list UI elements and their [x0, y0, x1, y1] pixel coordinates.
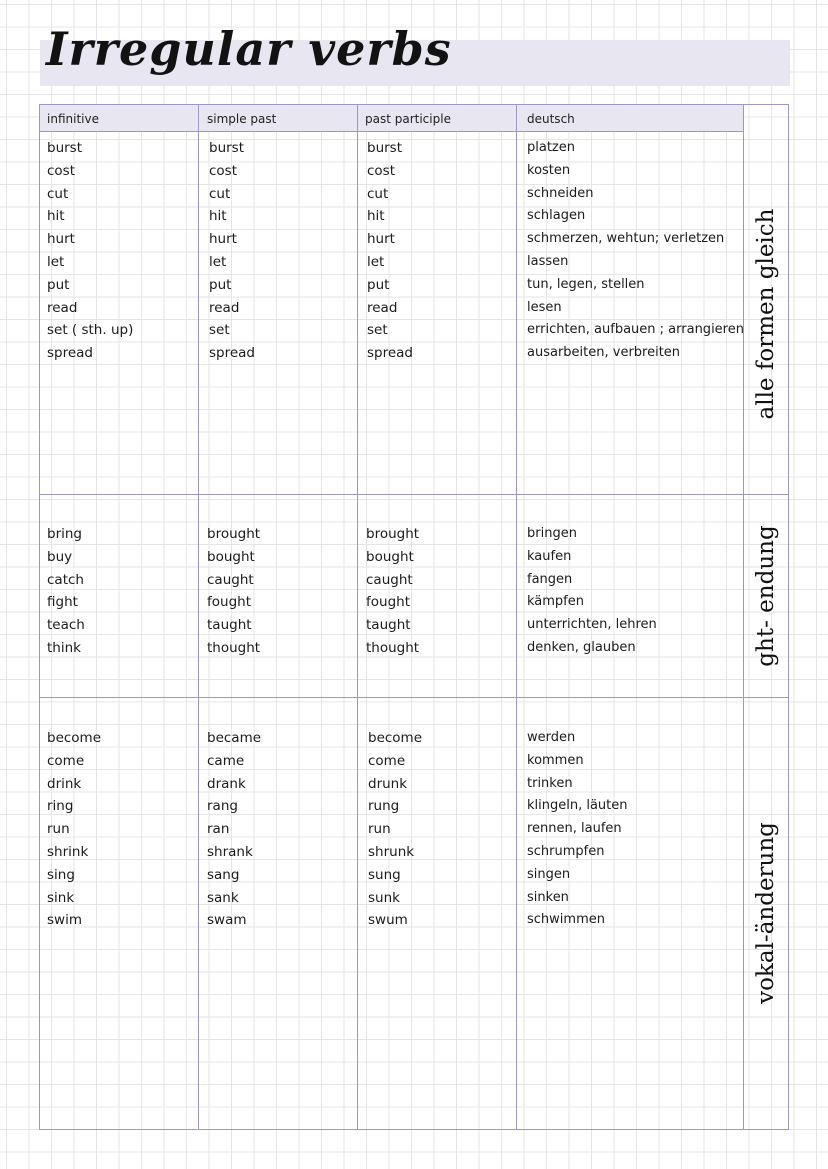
- verb-cell: cost: [209, 162, 238, 179]
- translation-cell: lesen: [527, 299, 562, 315]
- verb-cell: let: [367, 253, 385, 270]
- translation-cell: kommen: [527, 752, 584, 768]
- verb-cell: caught: [366, 571, 413, 588]
- verb-cell: spread: [209, 345, 256, 362]
- verb-cell: bought: [207, 548, 255, 565]
- verb-cell: hurt: [47, 231, 75, 248]
- verb-cell: shrank: [207, 843, 253, 860]
- verb-cell: shrunk: [368, 843, 415, 860]
- verb-cell: catch: [47, 571, 84, 588]
- translation-cell: schneiden: [527, 185, 594, 201]
- translation-cell: klingeln, läuten: [527, 798, 628, 814]
- verb-cell: caught: [207, 571, 254, 588]
- translation-cell: ausarbeiten, verbreiten: [527, 345, 681, 361]
- header-deutsch: deutsch: [527, 112, 575, 126]
- group-1-past-participle-list: [367, 137, 413, 365]
- verb-cell: ran: [207, 821, 230, 838]
- verb-cell: fight: [47, 594, 78, 611]
- verb-cell: brought: [366, 526, 420, 542]
- verb-cell: taught: [207, 617, 252, 634]
- column-divider: [198, 104, 199, 1130]
- verb-cell: put: [47, 276, 70, 293]
- group-3-deutsch-list: [527, 727, 628, 932]
- verb-cell: rang: [207, 798, 238, 815]
- group-1-infinitive-list: [47, 137, 133, 365]
- verb-cell: hurt: [209, 231, 237, 248]
- verb-cell: spread: [47, 345, 94, 362]
- page-title: Irregular verbs: [46, 22, 452, 76]
- verb-cell: set: [367, 322, 388, 339]
- verb-cell: sung: [368, 866, 401, 883]
- translation-cell: unterrichten, lehren: [527, 617, 657, 633]
- verb-cell: come: [47, 752, 85, 769]
- verb-cell: think: [47, 639, 81, 656]
- verb-cell: become: [368, 730, 423, 746]
- translation-cell: trinken: [527, 775, 573, 791]
- group-divider: [39, 697, 789, 698]
- translation-cell: kosten: [527, 162, 571, 178]
- verb-cell: swam: [207, 912, 247, 929]
- translation-cell: schwimmen: [527, 912, 605, 928]
- verb-cell: buy: [47, 548, 73, 565]
- translation-cell: sinken: [527, 889, 569, 905]
- verb-cell: teach: [47, 617, 85, 634]
- group-2-past-participle-list: [366, 523, 419, 660]
- verb-cell: fought: [366, 594, 410, 611]
- verb-cell: sank: [207, 889, 239, 906]
- group-3-past-participle-list: [368, 727, 422, 932]
- verb-cell: thought: [366, 639, 420, 656]
- verb-cell: thought: [207, 639, 261, 656]
- verb-cell: cut: [367, 185, 389, 202]
- group-1-deutsch-list: [527, 137, 744, 365]
- verb-cell: cost: [47, 162, 76, 179]
- verb-cell: bring: [47, 526, 82, 542]
- translation-cell: singen: [527, 866, 571, 882]
- verb-cell: sing: [47, 866, 75, 883]
- verb-cell: read: [367, 299, 398, 316]
- translation-cell: fangen: [527, 571, 573, 587]
- verb-cell: come: [368, 752, 406, 769]
- verb-cell: hit: [367, 208, 385, 225]
- translation-cell: platzen: [527, 140, 575, 155]
- verb-cell: read: [209, 299, 240, 316]
- column-divider: [516, 104, 517, 1130]
- verb-cell: came: [207, 752, 245, 769]
- translation-cell: kaufen: [527, 548, 572, 564]
- header-divider: [39, 131, 743, 132]
- verb-cell: let: [47, 253, 65, 270]
- verb-cell: fought: [207, 594, 251, 611]
- header-infinitive: infinitive: [47, 112, 99, 126]
- group-2-simple-past-list: [207, 523, 260, 660]
- verb-cell: swum: [368, 912, 408, 929]
- verb-cell: shrink: [47, 843, 89, 860]
- verb-cell: put: [209, 276, 232, 293]
- column-divider: [357, 104, 358, 1130]
- verb-cell: taught: [366, 617, 411, 634]
- verb-cell: bought: [366, 548, 414, 565]
- translation-cell: denken, glauben: [527, 639, 636, 655]
- group-2-deutsch-list: [527, 523, 657, 660]
- verb-cell: brought: [207, 526, 261, 542]
- verb-cell: rung: [368, 798, 400, 815]
- verb-cell: read: [47, 299, 78, 316]
- translation-cell: errichten, aufbauen ; arrangieren: [527, 322, 744, 338]
- verb-cell: cut: [209, 185, 231, 202]
- verb-cell: set: [209, 322, 230, 339]
- verb-cell: drank: [207, 775, 246, 792]
- group-label-ght-endung: ght- endung: [753, 525, 779, 667]
- translation-cell: tun, legen, stellen: [527, 276, 645, 292]
- group-3-simple-past-list: [207, 727, 261, 932]
- translation-cell: schlagen: [527, 208, 586, 224]
- translation-cell: schrumpfen: [527, 843, 605, 859]
- group-1-simple-past-list: [209, 137, 255, 365]
- verb-cell: burst: [367, 140, 403, 156]
- verb-cell: drunk: [368, 775, 408, 792]
- verb-cell: ring: [47, 798, 74, 815]
- group-divider: [39, 494, 789, 495]
- verb-cell: drink: [47, 775, 82, 792]
- translation-cell: bringen: [527, 526, 577, 541]
- translation-cell: schmerzen, wehtun; verletzen: [527, 231, 725, 247]
- verb-cell: become: [47, 730, 102, 746]
- verb-cell: burst: [209, 140, 245, 156]
- verb-cell: became: [207, 730, 262, 746]
- verb-cell: run: [368, 821, 391, 838]
- translation-cell: werden: [527, 730, 576, 745]
- verb-cell: cost: [367, 162, 396, 179]
- verb-cell: hurt: [367, 231, 395, 248]
- header-past-participle: past participle: [365, 112, 451, 126]
- group-2-infinitive-list: [47, 523, 85, 660]
- translation-cell: rennen, laufen: [527, 821, 622, 837]
- verb-cell: sang: [207, 866, 240, 883]
- verb-cell: set ( sth. up): [47, 322, 134, 339]
- verb-cell: run: [47, 821, 70, 838]
- verb-cell: swim: [47, 912, 82, 929]
- translation-cell: kämpfen: [527, 594, 584, 610]
- verb-cell: sink: [47, 889, 75, 906]
- group-label-alle-formen-gleich: alle formen gleich: [753, 208, 779, 420]
- verb-cell: put: [367, 276, 390, 293]
- verb-cell: cut: [47, 185, 69, 202]
- header-simple-past: simple past: [207, 112, 277, 126]
- verb-cell: burst: [47, 140, 83, 156]
- group-3-infinitive-list: [47, 727, 101, 932]
- verb-cell: sunk: [368, 889, 400, 906]
- group-label-vokal-aenderung: vokal-änderung: [753, 822, 779, 1004]
- translation-cell: lassen: [527, 253, 569, 269]
- verb-cell: let: [209, 253, 227, 270]
- verb-cell: spread: [367, 345, 414, 362]
- verb-cell: hit: [47, 208, 65, 225]
- verb-cell: hit: [209, 208, 227, 225]
